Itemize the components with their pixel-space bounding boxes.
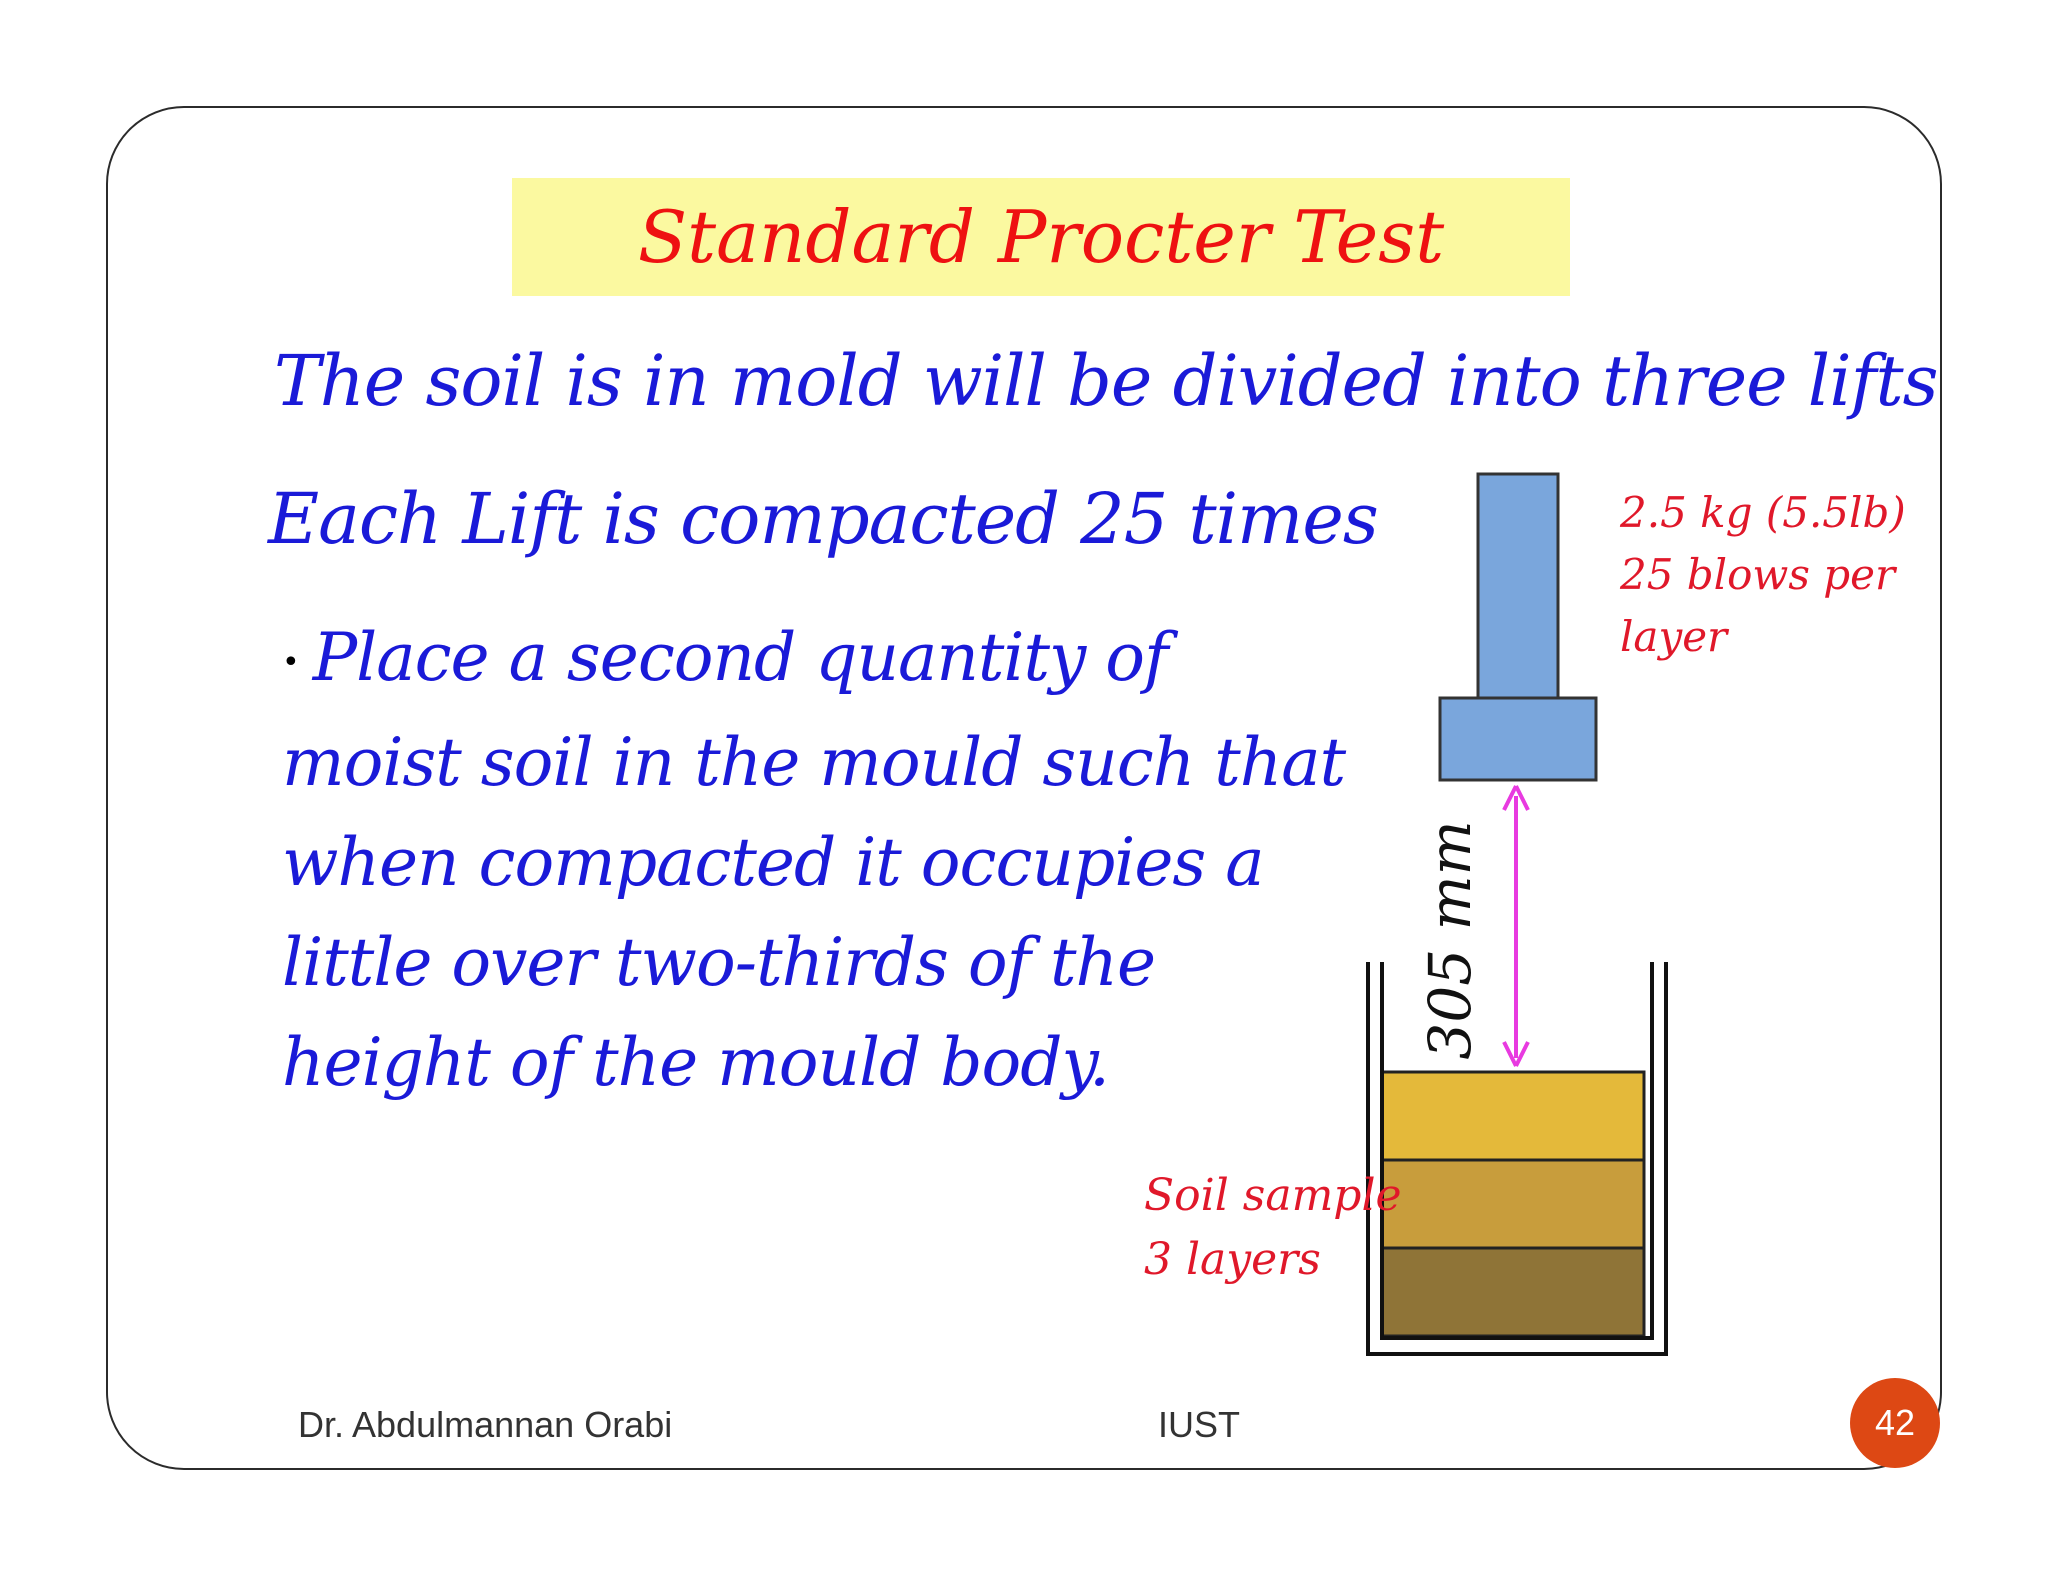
soil-layer-middle	[1382, 1160, 1644, 1248]
bullet-line: moist soil in the mould such that	[282, 724, 1346, 801]
hammer-shaft	[1478, 474, 1558, 700]
footer-author: Dr. Abdulmannan Orabi	[298, 1404, 673, 1445]
soil-layer-top	[1382, 1072, 1644, 1160]
page-number: 42	[1874, 1402, 1916, 1443]
bullet-line: when compacted it occupies a	[282, 824, 1264, 901]
hammer-label-line-2: 25 blows per	[1620, 550, 1896, 599]
footer-institution: IUST	[1158, 1404, 1241, 1445]
soil-layer-bottom	[1382, 1248, 1644, 1336]
body-line-1: The soil is in mold will be divided into three lifts	[274, 340, 1938, 422]
bullet-line: little over two-thirds of the	[282, 924, 1156, 1001]
slide-title: Standard Procter Test	[637, 195, 1445, 279]
body-line-2: Each Lift is compacted 25 times	[268, 478, 1378, 560]
hammer-head	[1440, 698, 1596, 780]
soil-label-line-2: 3 layers	[1144, 1234, 1321, 1285]
drop-height-arrow	[1504, 786, 1528, 1066]
page-number-badge	[1850, 1378, 1940, 1468]
bullet-line: height of the mould body.	[282, 1024, 1110, 1101]
soil-label-line-1: Soil sample	[1144, 1170, 1402, 1221]
hammer-label-line-3: layer	[1620, 612, 1728, 661]
hammer-label-line-1: 2.5 kg (5.5lb)	[1620, 488, 1906, 537]
bullet-line-text: Place a second quantity of	[312, 619, 1168, 696]
bullet-icon: •	[282, 645, 299, 680]
